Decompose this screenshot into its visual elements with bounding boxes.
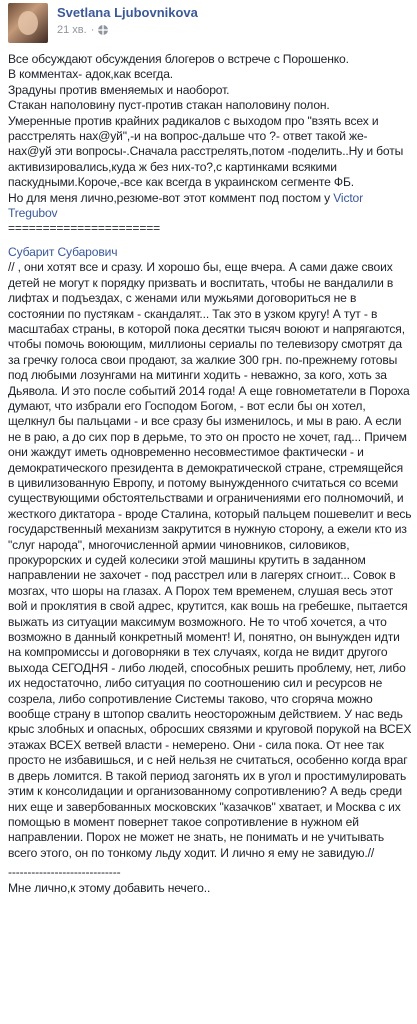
intro-tail-text: Но для меня лично,резюме-вот этот коммент под постом у [8, 190, 334, 205]
intro-line-1: Все обсуждают обсуждения блогеров о встрече с Порошенко. [8, 52, 349, 66]
mention-link[interactable]: Victor Tregubov [8, 190, 363, 221]
closing-text: Мне лично,к этому добавить нечего.. [8, 880, 211, 895]
intro-line-2: В комментах- адок,как всегда. [8, 67, 173, 82]
quote-author: Субарит Субарович [8, 244, 118, 259]
separator-line: ====================== [8, 221, 161, 236]
intro-line-3: Зрадуны против вменяемых и наоборот. [8, 82, 230, 97]
quote-text: // , они хотят все и сразу. И хорошо бы, еще вчера. А сами даже своих детей не могут к порядку призвать и воспитать, чтобы не вандалили в лифтах и подъездах, с женами или мужьями договориться не в состоянии по пустякам - скандалят... Так это в узком кругу! А тут - в масштабах страны, в которой пока десятки тысяч воюют и напрягаются, чтобы помочь воюющим, миллионы сериалы по телевизору смотрят да за гречку голоса свои продают, за жалкие 300 грн. по-прежнему готовы под любыми лозунгами на митинги ходить - неважно, за кого, хоть за Дьявола. И это после событий 2014 года! А еще говнометатели в Пороха думают, что избрали его Господом Богом, - вот если бы он хотел, щелкнул бы пальцами - и все сразу бы изменилось, и мы в раю. А если не в раю, а до сих пор в дерьме, то это он просто не хочет, гад... Причем они жаждут иметь одновременно несовместимое фактически - и демократического президента в демократической стране, стремящейся в цивилизованную Европу, и потому вынужденного считаться со всеми существующими обстоятельствами и ограничениями его полномочий, и жесткого диктатора - вроде Сталина, который пальцем пошевелит и весь государственный механизм закрутится в нужную сторону, а ежели кто из "слуг народа", многочисленной армии чиновников, силовиков, прокурорских и судей колесики этой машины крутить в заданном направлении не захочет - под расстрел или в лагерях сгноит... Совок в мозгах, что шоры на глазах. А Порох тем временем, слушая весь этот вой и проклятия в свой адрес, крутится, как вошь на гребешке, пытается выжать из ситуации максимум возможного. Не то чтоб хочется, а что возможно в данный конкретный момент! И, понятно, он вынужден идти на компромиссы и договорняки в тех случаях, когда не видит другого выхода СЕГОДНЯ - либо людей, способных решить проблему, нет, либо их недостаточно, либо ситуация по соотношению сил и ресурсов не созрела, либо сопротивление Системы таково, что сгоряча можно вообще страну в штопор свалить неосторожным действием. У нас ведь крыс злобных и опасных, обросших связями и круговой порукой на ВСЕХ этажах ВСЕХ ветвей власти - немерено. Они - сила пока. От нее так просто не избавишься, и с ней нельзя не считаться, особенно когда враг в дверь ломится. В такой период загонять их в угол и простимулировать этим к консолидации и организованному сопротивлению? А ведь среди них еще и завербованных московских "казачков" хватает, и Москва с их помощью в момент повернет такое сопротивление в нужном ей направлении. Порох не может не знать, не понимать и не учитывать всего этого, он по тонкому льду ходит. И лично я ему не завидую.// [8, 260, 412, 860]
post-header [8, 3, 408, 43]
author-avatar[interactable] [8, 3, 48, 43]
intro-tail [8, 191, 412, 222]
post-timestamp-link[interactable]: 21 хв. [57, 24, 87, 36]
post-meta: 21 хв. · [57, 24, 108, 36]
author-name-link[interactable]: Svetlana Ljubovnikova [57, 5, 198, 20]
dash-line: ----------------------------- [8, 865, 121, 880]
post-body [8, 52, 412, 896]
intro-line-4: Стакан наполовину пуст-против стакан наполовину полон. [8, 98, 330, 113]
globe-icon[interactable] [98, 25, 108, 35]
intro-paragraph: Умеренные против крайних радикалов с выходом про "взять всех и расстрелять нах@уй",-и на вопрос-дальше что ?- ответ такой же- нах@уй эти вопросы-.Сначала расстрелять,потом -поделить..Ну и боты активизировались,куда ж без них-то?,с картинками всякими паскудными.Короче,-все как всегда в украинском сегменте ФБ. [8, 113, 404, 190]
